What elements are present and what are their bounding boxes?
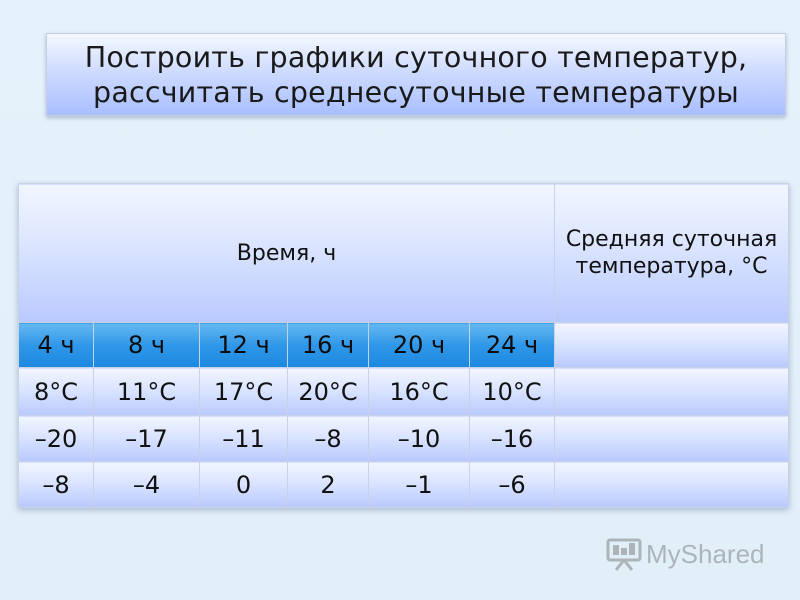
table-row (19, 462, 789, 508)
hour-cell: 24 ч (470, 323, 555, 368)
table-row (19, 416, 789, 462)
time-header: Время, ч (19, 184, 555, 323)
temperature-cell: 2 (288, 462, 369, 508)
average-cell (555, 368, 789, 416)
average-cell (555, 416, 789, 462)
average-cell (555, 462, 789, 508)
temperature-cell: 8°С (19, 368, 94, 416)
hour-cell: 20 ч (369, 323, 470, 368)
temperature-cell: –20 (19, 416, 94, 462)
temperature-cell: –17 (94, 416, 200, 462)
hour-cell: 16 ч (288, 323, 369, 368)
temperature-cell: –8 (19, 462, 94, 508)
header-row (19, 184, 789, 323)
temperature-cell: 10°С (470, 368, 555, 416)
temperature-cell: –16 (470, 416, 555, 462)
hour-cell: 12 ч (200, 323, 288, 368)
temperature-cell: –4 (94, 462, 200, 508)
presentation-board-icon (606, 537, 642, 571)
title-line-2: рассчитать среднесуточные температуры (93, 75, 739, 109)
watermark-logo (606, 536, 765, 572)
temperature-cell: 20°С (288, 368, 369, 416)
hour-cell: 8 ч (94, 323, 200, 368)
table-row (19, 368, 789, 416)
hour-cell: 4 ч (19, 323, 94, 368)
temperature-cell: –6 (470, 462, 555, 508)
hours-row (19, 323, 789, 368)
temperature-cell: 16°С (369, 368, 470, 416)
temperature-cell: –8 (288, 416, 369, 462)
average-temperature-header: Средняя суточная температура, °С (555, 184, 789, 323)
temperature-cell: 11°С (94, 368, 200, 416)
temperature-cell: –1 (369, 462, 470, 508)
temperature-cell: –10 (369, 416, 470, 462)
temperature-cell: 17°С (200, 368, 288, 416)
temperature-cell: 0 (200, 462, 288, 508)
average-cell (555, 323, 789, 368)
slide-title (46, 33, 786, 116)
logo-text: MyShared (646, 538, 765, 569)
temperature-cell: –11 (200, 416, 288, 462)
temperature-table (18, 183, 789, 508)
title-line-1: Построить графики суточного температур, (84, 40, 748, 74)
